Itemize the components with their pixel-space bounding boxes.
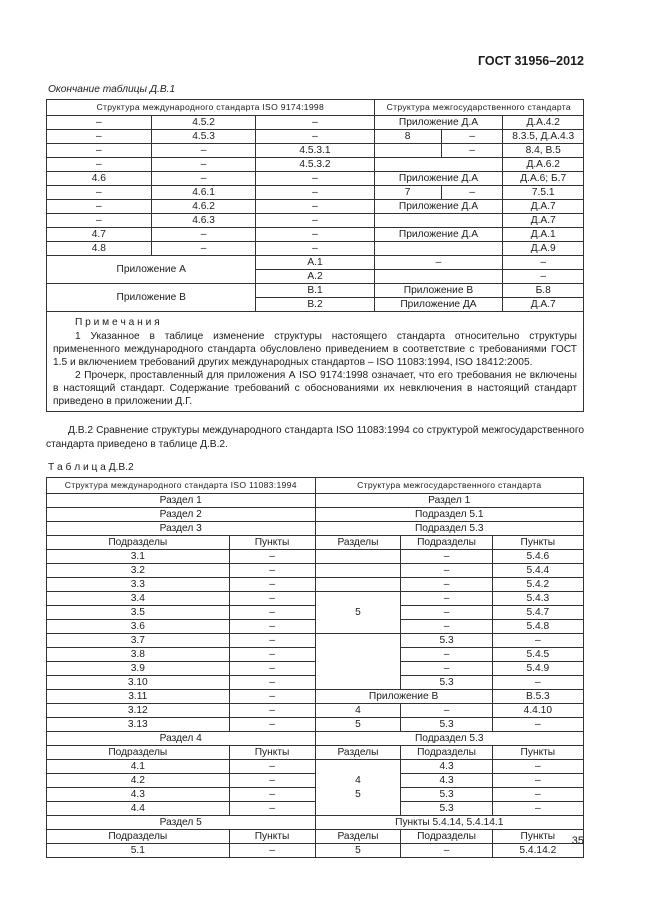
t1-cell <box>374 242 503 256</box>
t1-notes-row <box>47 312 584 412</box>
t2-cell: – <box>229 844 315 858</box>
notes-label: П р и м е ч а н и я <box>75 317 160 328</box>
t2-cell: Раздел 5 <box>47 816 316 830</box>
t2-cell: – <box>401 620 492 634</box>
t1-row-04 <box>47 158 584 172</box>
t2-cell: – <box>401 704 492 718</box>
t2-cell: Раздел 1 <box>47 494 316 508</box>
t1-cell: Д.А.6; Б.7 <box>503 172 584 186</box>
t1-row-06 <box>47 186 584 200</box>
t1-cell: 4.7 <box>47 228 152 242</box>
t2-cell: 5 <box>315 718 401 732</box>
note-2: 2 Прочерк, проставленный для приложения А ISO 9174:1998 означает, что его требования не включены в настоящий стандарт. Содержание требований с обоснованиями их невключения в настоящий стандарт приведено в приложении Д.Г. <box>53 370 577 407</box>
t2-cell: Пункты 5.4.14, 5.4.14.1 <box>315 816 584 830</box>
t1-cell: – <box>47 214 152 228</box>
t2-subheader-row <box>47 536 584 550</box>
t2-cell: Приложение В <box>315 690 492 704</box>
t2-cell: 3.8 <box>47 648 230 662</box>
t2-cell: 5.4.5 <box>492 648 583 662</box>
t2-section-5: 5 <box>355 788 361 800</box>
t2-cell: 3.10 <box>47 676 230 690</box>
t2-head-international: Структура международного стандарта ISO 11083:1994 <box>47 478 316 494</box>
t1-cell: – <box>256 242 374 256</box>
t1-cell <box>374 158 503 172</box>
t2-section-row <box>47 732 584 746</box>
t1-cell: В.2 <box>256 298 374 312</box>
page-number: 35 <box>571 835 584 847</box>
standard-designation: ГОСТ 31956–2012 <box>478 54 584 68</box>
t1-cell <box>374 270 503 284</box>
t1-row-03 <box>47 144 584 158</box>
t2-cell <box>315 550 401 564</box>
t2-cell: – <box>229 606 315 620</box>
t1-cell: Приложение Д.А <box>374 172 503 186</box>
t2-cell: 5.3 <box>401 634 492 648</box>
t2-sub: Подразделы <box>401 830 492 844</box>
t1-cell: – <box>503 270 584 284</box>
t1-header-row <box>47 100 584 116</box>
t2-cell: – <box>229 648 315 662</box>
t1-cell: А.2 <box>256 270 374 284</box>
t2-section-4: 4 <box>355 774 361 786</box>
t2-sub: Разделы <box>315 536 401 550</box>
t2-cell <box>315 564 401 578</box>
t2-row-3-11 <box>47 690 584 704</box>
t2-cell: 4.3 <box>401 774 492 788</box>
t2-cell: 5.4.4 <box>492 564 583 578</box>
t2-row-5-1 <box>47 844 584 858</box>
t1-cell: – <box>256 200 374 214</box>
t2-sub: Разделы <box>315 830 401 844</box>
t1-cell: – <box>256 228 374 242</box>
t2-cell: – <box>229 634 315 648</box>
table-d-v-1 <box>46 99 584 412</box>
t2-sub: Подразделы <box>47 536 230 550</box>
table-2-caption-word: Т а б л и ц а <box>48 462 106 473</box>
t1-cell: – <box>151 158 256 172</box>
t2-row-3-3 <box>47 578 584 592</box>
t2-subheader-row <box>47 746 584 760</box>
t1-head-interstate: Структура межгосударственного стандарта <box>374 100 583 116</box>
t2-cell: – <box>229 704 315 718</box>
t1-cell: Приложение В <box>374 284 503 298</box>
t1-cell: – <box>374 256 503 270</box>
t1-row-05 <box>47 172 584 186</box>
t1-cell: 4.6.1 <box>151 186 256 200</box>
t2-cell: – <box>229 690 315 704</box>
t2-cell: – <box>401 606 492 620</box>
t2-cell: 3.7 <box>47 634 230 648</box>
t2-cell-blank-section <box>315 634 401 690</box>
t1-cell: 4.5.3.1 <box>256 144 374 158</box>
t2-row-4-1 <box>47 760 584 774</box>
t1-cell: Приложение Д.А <box>374 200 503 214</box>
t2-row-3-4 <box>47 592 584 606</box>
t1-cell: – <box>47 130 152 144</box>
t2-cell: – <box>229 662 315 676</box>
t2-cell: 3.12 <box>47 704 230 718</box>
t2-cell: 5.4.14.2 <box>492 844 583 858</box>
t1-cell-appendix-a: Приложение А <box>47 256 256 284</box>
t2-cell: Раздел 4 <box>47 732 316 746</box>
t2-cell: – <box>229 774 315 788</box>
t2-cell: Раздел 1 <box>315 494 584 508</box>
t2-sub: Пункты <box>492 536 583 550</box>
t1-cell: – <box>441 144 503 158</box>
t1-cell: – <box>441 130 503 144</box>
t2-subheader-row <box>47 830 584 844</box>
t2-cell: – <box>401 564 492 578</box>
t2-section-row <box>47 816 584 830</box>
t1-cell: 4.6 <box>47 172 152 186</box>
t2-cell <box>315 578 401 592</box>
t2-header-row <box>47 478 584 494</box>
t2-section-row <box>47 522 584 536</box>
t2-cell: 5.3 <box>401 802 492 816</box>
t1-row-10 <box>47 242 584 256</box>
t2-cell: 3.1 <box>47 550 230 564</box>
t1-cell: 8.3.5, Д.А.4.3 <box>503 130 584 144</box>
t2-cell: 3.13 <box>47 718 230 732</box>
table-d-v-2 <box>46 477 584 858</box>
t2-row-3-2 <box>47 564 584 578</box>
table-1-caption: Окончание таблицы Д.В.1 <box>48 84 176 95</box>
t2-cell: – <box>229 592 315 606</box>
t2-sub: Подразделы <box>47 830 230 844</box>
t1-cell: – <box>256 130 374 144</box>
t2-cell: – <box>229 620 315 634</box>
t2-cell: – <box>492 774 583 788</box>
t2-cell: В.5.3 <box>492 690 583 704</box>
t2-cell: 4.4 <box>47 802 230 816</box>
t2-cell: – <box>229 788 315 802</box>
t2-cell: 5.4.8 <box>492 620 583 634</box>
t2-cell: 5.4.2 <box>492 578 583 592</box>
t2-cell: 3.3 <box>47 578 230 592</box>
t2-cell: Подраздел 5.3 <box>315 732 584 746</box>
t1-cell: – <box>256 186 374 200</box>
note-1: 1 Указанное в таблице изменение структуры настоящего стандарта относительно структуры примененного международного стандарта обусловлено приведением в соответствие с требованиями ГОСТ 1.5 и включением требований других международных стандартов – ISO 11083:1994, ISO 18412:2005. <box>53 331 577 368</box>
t2-cell: – <box>229 760 315 774</box>
t1-cell: – <box>47 186 152 200</box>
t2-cell: – <box>229 718 315 732</box>
t2-sub: Подразделы <box>401 536 492 550</box>
t1-cell: – <box>151 144 256 158</box>
t2-cell: Раздел 2 <box>47 508 316 522</box>
t2-section-row <box>47 508 584 522</box>
t2-cell-section-5: 5 <box>315 592 401 634</box>
t1-row-09 <box>47 228 584 242</box>
table-2-caption <box>48 462 584 473</box>
t2-section-row <box>47 494 584 508</box>
t1-cell: – <box>47 158 152 172</box>
t1-head-international: Структура международного стандарта ISO 9174:1998 <box>47 100 375 116</box>
t1-cell: 4.5.3 <box>151 130 256 144</box>
t2-cell: – <box>229 578 315 592</box>
t2-cell: Подраздел 5.3 <box>315 522 584 536</box>
t2-cell: 3.5 <box>47 606 230 620</box>
t2-cell: 5.4.6 <box>492 550 583 564</box>
t2-cell: – <box>492 802 583 816</box>
t2-cell: 5.4.9 <box>492 662 583 676</box>
t1-cell: Б.8 <box>503 284 584 298</box>
t1-notes <box>47 312 584 412</box>
t1-cell: 4.6.3 <box>151 214 256 228</box>
t1-cell: Д.А.1 <box>503 228 584 242</box>
t2-cell: Подраздел 5.1 <box>315 508 584 522</box>
t1-cell: – <box>47 144 152 158</box>
t2-cell: 5.3 <box>401 676 492 690</box>
t2-sub: Пункты <box>229 536 315 550</box>
t1-cell: Д.А.7 <box>503 298 584 312</box>
t1-cell: – <box>47 116 152 130</box>
t2-head-interstate: Структура межгосударственного стандарта <box>315 478 584 494</box>
t2-cell: – <box>401 550 492 564</box>
t2-cell: 3.11 <box>47 690 230 704</box>
t1-cell <box>374 214 503 228</box>
t2-cell: – <box>492 718 583 732</box>
t2-sub: Подразделы <box>401 746 492 760</box>
t1-cell: Приложение ДА <box>374 298 503 312</box>
t1-cell: – <box>503 256 584 270</box>
t2-row-3-7 <box>47 634 584 648</box>
t2-cell: 4.3 <box>47 788 230 802</box>
t1-cell: – <box>151 172 256 186</box>
t2-cell: 4.2 <box>47 774 230 788</box>
t2-sub: Пункты <box>492 746 583 760</box>
t2-cell: 4 <box>315 704 401 718</box>
t2-cell: 5.1 <box>47 844 230 858</box>
t1-cell: – <box>441 186 503 200</box>
t2-cell: – <box>492 676 583 690</box>
t1-cell: 4.6.2 <box>151 200 256 214</box>
t2-cell: – <box>401 662 492 676</box>
t1-cell: Д.А.9 <box>503 242 584 256</box>
t2-sub: Пункты <box>229 830 315 844</box>
t1-cell: – <box>47 200 152 214</box>
table-2-caption-number: Д.В.2 <box>108 462 134 473</box>
t2-sub: Подразделы <box>47 746 230 760</box>
t1-cell: 4.8 <box>47 242 152 256</box>
t1-cell: Приложение Д.А <box>374 116 503 130</box>
t1-cell: – <box>151 242 256 256</box>
t1-cell: 7.5.1 <box>503 186 584 200</box>
t1-row-01 <box>47 116 584 130</box>
t1-cell: 7 <box>374 186 441 200</box>
t2-cell: 3.6 <box>47 620 230 634</box>
t1-cell: А.1 <box>256 256 374 270</box>
t1-cell: – <box>256 116 374 130</box>
t2-cell: 5.3 <box>401 718 492 732</box>
t1-row-02 <box>47 130 584 144</box>
t2-cell: 5.4.7 <box>492 606 583 620</box>
t2-cell: 4.4.10 <box>492 704 583 718</box>
t2-sub: Пункты <box>229 746 315 760</box>
t1-cell: – <box>256 214 374 228</box>
t2-cell: – <box>229 550 315 564</box>
t2-row-3-13 <box>47 718 584 732</box>
t2-cell: 5.3 <box>401 788 492 802</box>
t2-cell: 4.3 <box>401 760 492 774</box>
t1-cell: Приложение Д.А <box>374 228 503 242</box>
t2-cell: – <box>492 634 583 648</box>
t1-cell: 8 <box>374 130 441 144</box>
t1-cell: 8.4, В.5 <box>503 144 584 158</box>
t2-sub: Пункты <box>492 830 583 844</box>
t1-cell: 4.5.3.2 <box>256 158 374 172</box>
t2-cell: 4.1 <box>47 760 230 774</box>
t2-row-3-1 <box>47 550 584 564</box>
t2-cell: 3.2 <box>47 564 230 578</box>
t2-cell: – <box>229 564 315 578</box>
t1-cell: – <box>256 172 374 186</box>
t1-row-08 <box>47 214 584 228</box>
t2-cell: 3.4 <box>47 592 230 606</box>
t1-cell: – <box>151 228 256 242</box>
t1-cell: 4.5.2 <box>151 116 256 130</box>
t2-cell: – <box>401 592 492 606</box>
t2-sub: Разделы <box>315 746 401 760</box>
t1-cell-appendix-v: Приложение В <box>47 284 256 312</box>
t2-cell: 5.4.3 <box>492 592 583 606</box>
t1-cell: Д.А.4.2 <box>503 116 584 130</box>
t1-cell: В.1 <box>256 284 374 298</box>
t2-cell: – <box>229 802 315 816</box>
t1-cell: Д.А.7 <box>503 200 584 214</box>
t2-cell: 3.9 <box>47 662 230 676</box>
t2-cell: – <box>229 676 315 690</box>
t1-cell: Д.А.6.2 <box>503 158 584 172</box>
t2-cell-sections-4-5 <box>315 760 401 816</box>
t2-cell: – <box>401 844 492 858</box>
t1-row-07 <box>47 200 584 214</box>
t2-cell: 5 <box>315 844 401 858</box>
t2-cell: – <box>401 648 492 662</box>
t2-row-3-12 <box>47 704 584 718</box>
t1-row-11 <box>47 256 584 270</box>
t2-cell: – <box>492 788 583 802</box>
section-d-v-2-paragraph: Д.В.2 Сравнение структуры международного стандарта ISO 11083:1994 со структурой межгосударственного стандарта приведено в таблице Д.В.2. <box>46 425 584 450</box>
t2-cell: – <box>492 760 583 774</box>
t2-cell: Раздел 3 <box>47 522 316 536</box>
t1-cell <box>374 144 441 158</box>
t1-cell: Д.А.7 <box>503 214 584 228</box>
t2-cell: – <box>401 578 492 592</box>
t1-row-13 <box>47 284 584 298</box>
